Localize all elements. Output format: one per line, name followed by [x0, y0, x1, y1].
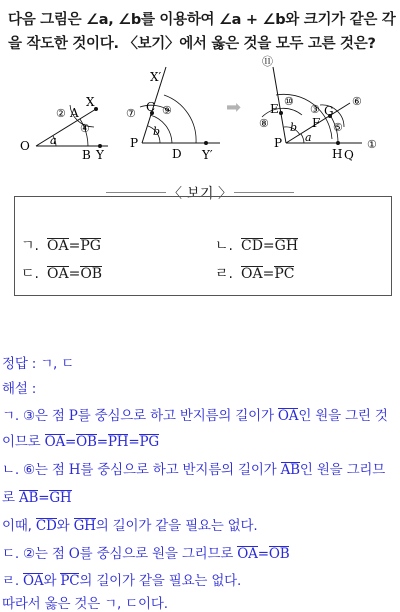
- point-O-label: O: [20, 139, 30, 153]
- figure-angle-sum: [259, 55, 377, 162]
- bogi-title: 〈 보기 〉: [168, 186, 232, 202]
- step-7-label: ⑦: [126, 107, 136, 120]
- point-Y-label: Y: [96, 148, 104, 162]
- point-X-prime-label: X′: [150, 70, 162, 84]
- step-1-label: ①: [367, 138, 377, 151]
- answer-line: 정답 : ㄱ, ㄷ: [2, 356, 75, 372]
- point-Y-prime-label: Y′: [202, 148, 213, 162]
- point-B-label: B: [82, 148, 91, 162]
- point-A-label: A: [70, 106, 79, 120]
- bogi-option-4: ㄹ. OA=PC: [215, 266, 295, 282]
- bogi-box: [14, 196, 392, 296]
- angle-b-label: b: [153, 125, 161, 138]
- point-X-label: X: [86, 95, 95, 109]
- point-G-label: G: [324, 104, 334, 118]
- bogi-option-3: ㄷ. OA=OB: [21, 266, 103, 282]
- explanation-line-4: 로 AB=GH: [2, 490, 72, 506]
- step-6-label: ⑥: [352, 95, 362, 108]
- angle-a-label: a: [305, 131, 312, 144]
- point-Q-label: Q: [344, 148, 354, 162]
- point-P-label: P: [274, 136, 283, 150]
- bogi-option-1: ㄱ. OA=PG: [21, 238, 101, 254]
- figure-angle-b: [126, 67, 220, 162]
- explanation-line-5: 이때, CD와 GH의 길이가 같을 필요는 없다.: [2, 518, 258, 534]
- point-H-label: H: [332, 147, 343, 161]
- bogi-option-2: ㄴ. CD=GH: [215, 238, 299, 254]
- point-E-label: E: [270, 102, 279, 116]
- construction-figure: [0, 55, 400, 175]
- point-D-label: D: [172, 147, 182, 161]
- explanation-line-2: 이므로 OA=OB=PH=PG: [2, 434, 159, 450]
- step-8-label: ⑧: [259, 117, 269, 130]
- explanation-line-7: ㄹ. OA와 PC의 길이가 같을 필요는 없다.: [2, 573, 242, 589]
- question-line-2: 을 작도한 것이다. 〈보기〉에서 옳은 것을 모두 고른 것은?: [8, 36, 376, 52]
- explanation-line-3: ㄴ. ⑥는 점 H를 중심으로 하고 반지름의 길이가 AB인 원을 그리므: [2, 462, 386, 478]
- explanation-label: 해설 :: [2, 381, 37, 397]
- step-10-label: ⑩: [284, 95, 294, 108]
- explanation-line-8: 따라서 옳은 것은 ㄱ, ㄷ이다.: [2, 596, 168, 612]
- question-line-1: 다음 그림은 ∠a, ∠b를 이용하여 ∠a + ∠b와 크기가 같은 각: [8, 12, 396, 28]
- bogi-divider-right: [234, 192, 294, 193]
- step-2-label: ②: [56, 107, 66, 120]
- point-P-label: P: [130, 136, 139, 150]
- step-3-label: ③: [310, 103, 320, 116]
- explanation-line-6: ㄷ. ②는 점 O를 중심으로 원을 그리므로 OA=OB: [2, 546, 290, 562]
- explanation-line-1: ㄱ. ③은 점 P를 중심으로 하고 반지름의 길이가 OA인 원을 그린 것: [2, 408, 388, 424]
- step-9-label: ⑨: [162, 104, 172, 117]
- arrow-icon: ➡: [226, 97, 242, 118]
- figure-angle-a: [20, 95, 108, 162]
- point-C-label: C: [146, 100, 156, 114]
- step-5-label: ⑤: [333, 121, 343, 134]
- angle-b-label: b: [290, 121, 298, 134]
- angle-a-label: a: [50, 134, 57, 147]
- point-F-label: F: [312, 116, 321, 130]
- step-4-label: ④: [80, 122, 90, 135]
- step-11-label: ⑪: [262, 55, 273, 68]
